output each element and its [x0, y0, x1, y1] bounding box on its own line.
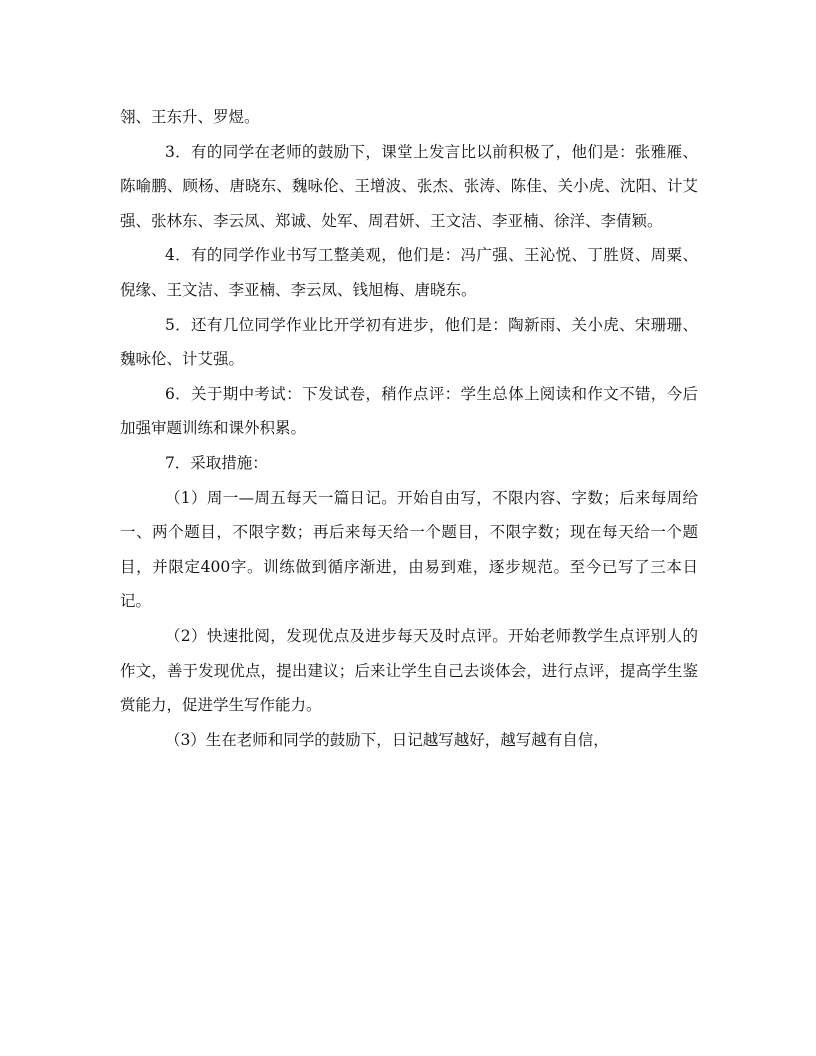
paragraph-measure-1: （1）周一—周五每天一篇日记。开始自由写，不限内容、字数；后来每周给一、两个题目，不限字数；再后来每天给一个题目，不限字数；现在每天给一个题目，并限定400字。训练做到循序渐进，由易到难，逐步规范。至今已写了三本日记。 — [120, 488, 698, 611]
document-body — [120, 100, 698, 757]
paragraph-item-6: 6．关于期中考试：下发试卷，稍作点评：学生总体上阅读和作文不错，今后加强审题训练和课外积累。 — [120, 384, 698, 438]
paragraph-item-4: 4．有的同学作业书写工整美观，他们是：冯广强、王沁悦、丁胜贤、周粟、倪缘、王文洁、李亚楠、李云凤、钱旭梅、唐晓东。 — [120, 246, 698, 299]
paragraph-continuation: 翎、王东升、罗煜。 — [120, 108, 260, 126]
paragraph-item-3: 3．有的同学在老师的鼓励下，课堂上发言比以前积极了，他们是：张雅雁、陈喻鹏、顾杨、唐晓东、魏咏伦、王增波、张杰、张涛、陈佳、关小虎、沈阳、计艾强、张林东、李云凤、郑诚、处军、周君妍、王文洁、李亚楠、徐洋、李倩颖。 — [120, 142, 698, 230]
paragraph-measure-3: （3）生在老师和同学的鼓励下，日记越写越好，越写越有自信， — [164, 730, 609, 749]
paragraph-measure-2: （2）快速批阅，发现优点及进步每天及时点评。开始老师教学生点评别人的作文，善于发现优点，提出建议；后来让学生自己去谈体会，进行点评，提高学生鉴赏能力，促进学生写作能力。 — [120, 626, 698, 715]
paragraph-item-7-heading: 7．采取措施： — [164, 453, 268, 472]
paragraph-item-5: 5．还有几位同学作业比开学初有进步，他们是：陶新雨、关小虎、宋珊珊、魏咏伦、计艾强。 — [120, 315, 698, 369]
